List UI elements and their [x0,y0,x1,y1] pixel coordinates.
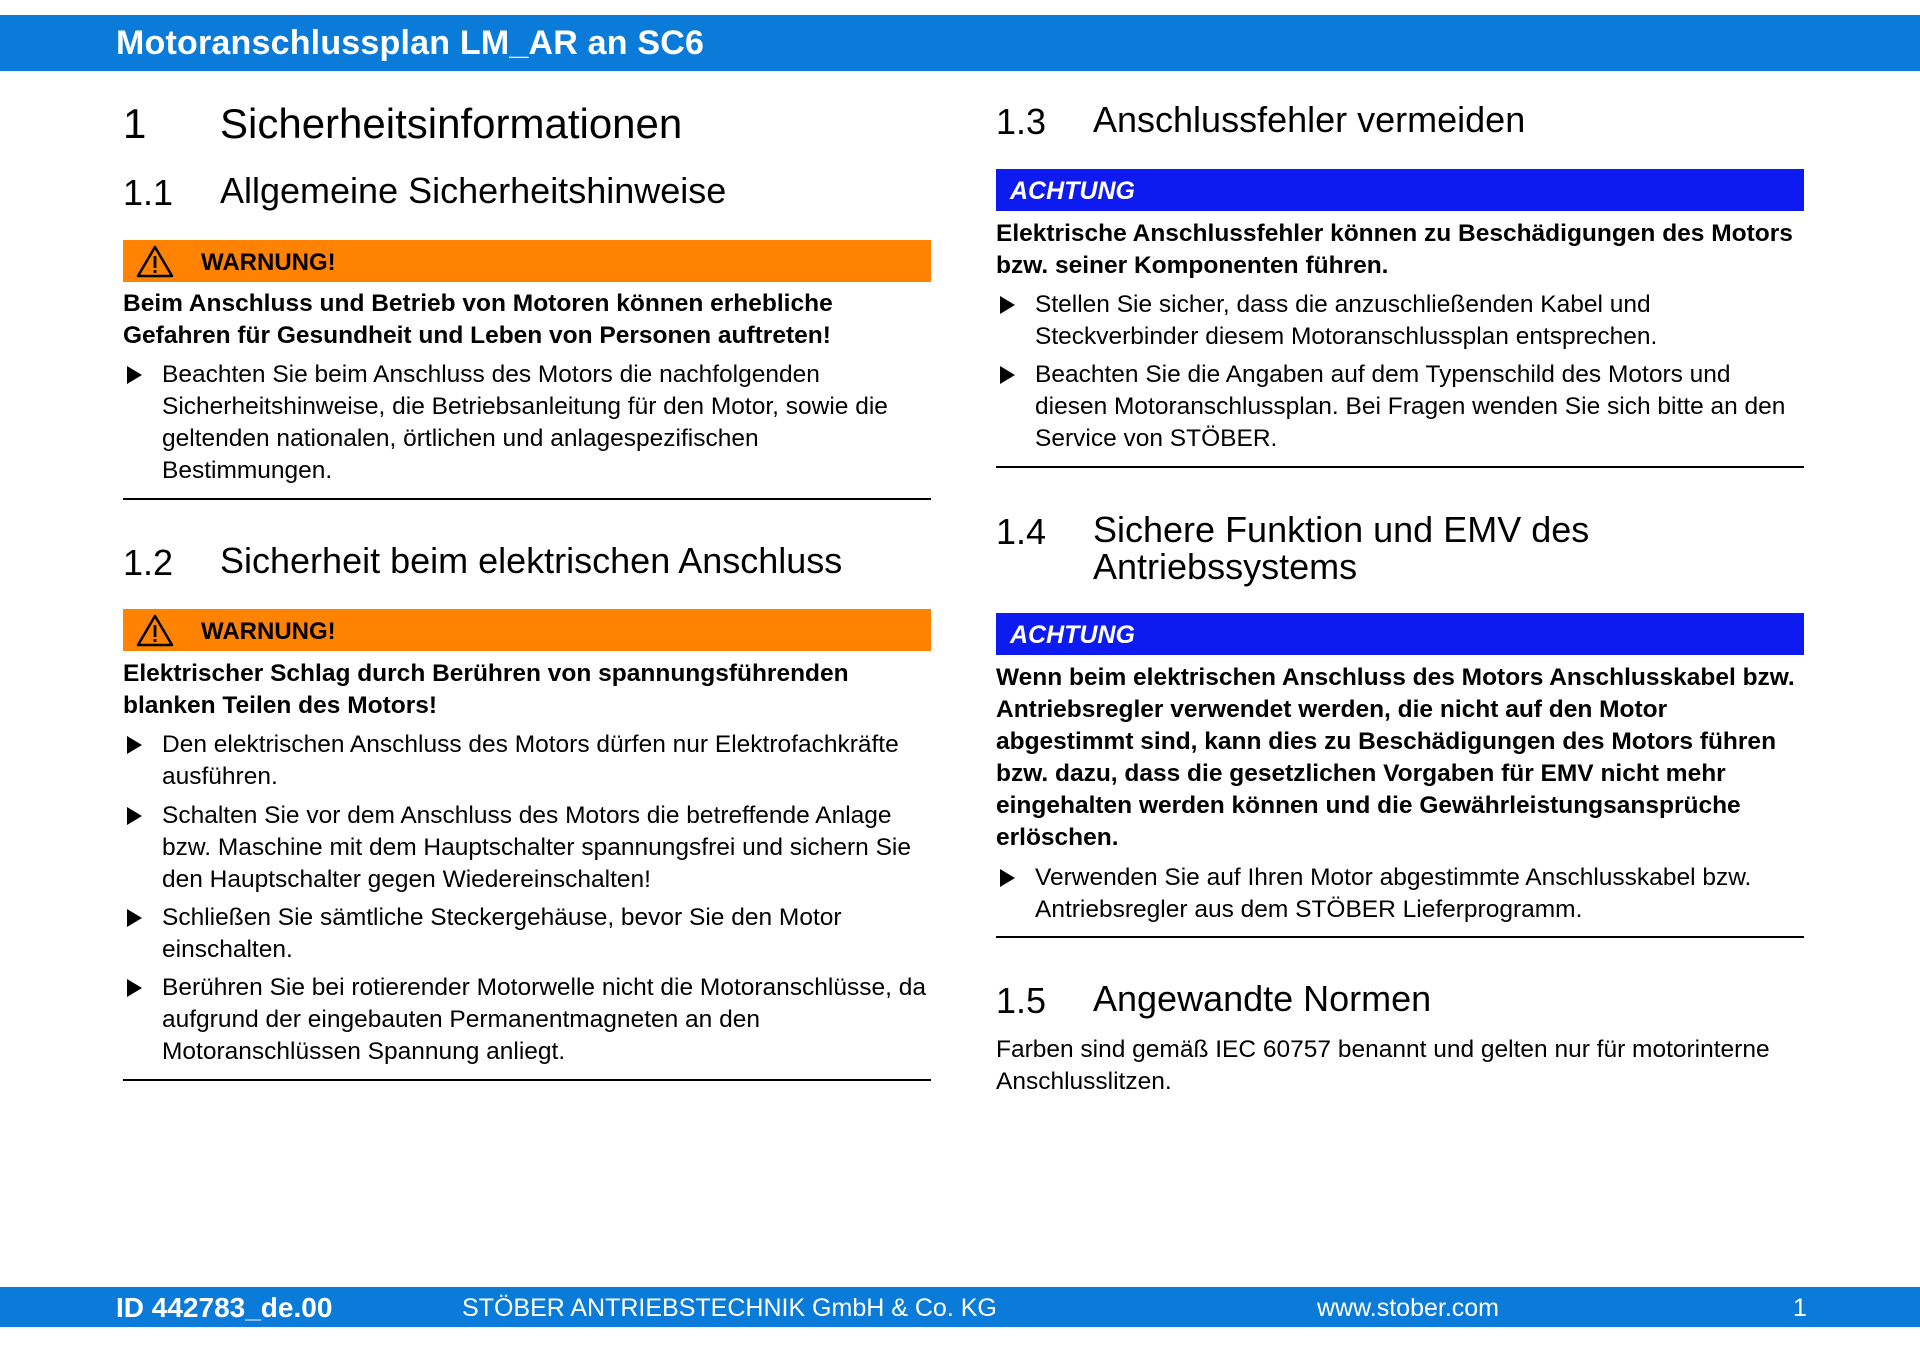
paragraph: Farben sind gemäß IEC 60757 benannt und gelten nur für motorinterne Anschlusslitzen. [996,1036,1770,1095]
warning-label: WARNUNG! [201,618,336,645]
list-item-text: Verwenden Sie auf Ihren Motor abgestimmte Anschlusskabel bzw. Antriebsregler aus dem STÖBER Lieferprogramm. [1035,864,1752,923]
warning-label: WARNUNG! [201,249,336,276]
company-name: STÖBER ANTRIEBSTECHNIK GmbH & Co. KG [462,1294,997,1322]
section-number: 1.4 [996,511,1047,552]
bullet-triangle-icon [1000,296,1015,314]
list-item-text: Stellen Sie sicher, dass die anzuschließenden Kabel und Steckverbinder diesem Motoranschlussplan entsprechen. [1035,291,1658,350]
section-divider [123,498,931,500]
header-bar [0,15,1920,71]
section-divider [996,936,1804,938]
website-link[interactable]: www.stober.com [1317,1294,1500,1322]
warning-triangle-icon [136,614,174,647]
section-number: 1.1 [123,172,174,213]
notice-label: ACHTUNG [1010,177,1135,205]
page-number: 1 [1793,1294,1807,1322]
bullet-triangle-icon [127,979,142,997]
section-title: Allgemeine Sicherheitshinweise [220,170,727,211]
warning-bar [123,240,931,282]
warning-bar [123,609,931,651]
notice-statement: Wenn beim elektrischen Anschluss des Motors Anschlusskabel bzw. Antriebsregler verwendet werden, die nicht auf den Motor abgestimmt sind, kann dies zu Beschädigungen des Motors führen bzw. dazu, dass die gesetzlichen Vorgaben für EMV nicht mehr eingehalten werden können und die Gewährleistungsansprüche erlöschen. [996,664,1795,851]
bullet-triangle-icon [1000,869,1015,887]
bullet-triangle-icon [127,366,142,384]
list-item-text: Den elektrischen Anschluss des Motors dürfen nur Elektrofachkräfte ausführen. [162,731,899,790]
section-title: Sichere Funktion und EMV des Antriebssystems [1093,509,1590,587]
document-id: ID 442783_de.00 [116,1292,333,1323]
list-item-text: Beachten Sie die Angaben auf dem Typenschild des Motors und diesen Motoranschlussplan. Bei Fragen wenden Sie sich bitte an den Service von STÖBER. [1035,361,1786,452]
section-divider [123,1079,931,1081]
warning-statement: Elektrischer Schlag durch Berühren von spannungsführenden blanken Teilen des Motors! [123,660,849,719]
section-number: 1.2 [123,542,174,583]
list-item-text: Schließen Sie sämtliche Steckergehäuse, bevor Sie den Motor einschalten. [162,904,842,963]
notice-statement: Elektrische Anschlussfehler können zu Beschädigungen des Motors bzw. seiner Komponenten führen. [996,220,1793,279]
notice-bar [996,169,1804,211]
bullet-triangle-icon [127,909,142,927]
notice-bar [996,613,1804,655]
footer-bar [0,1287,1920,1327]
chapter-title: Sicherheitsinformationen [220,100,683,147]
bullet-triangle-icon [127,736,142,754]
bullet-triangle-icon [1000,366,1015,384]
section-number: 1.5 [996,980,1047,1021]
warning-statement: Beim Anschluss und Betrieb von Motoren können erhebliche Gefahren für Gesundheit und Leben von Personen auftreten! [123,290,833,349]
chapter-number: 1 [123,100,147,147]
bullet-triangle-icon [127,807,142,825]
document-title: Motoranschlussplan LM_AR an SC6 [116,24,705,62]
list-item-text: Schalten Sie vor dem Anschluss des Motors die betreffende Anlage bzw. Maschine mit dem Hauptschalter spannungsfrei und sichern Sie den Hauptschalter gegen Wiedereinschalten! [162,802,911,893]
section-title: Anschlussfehler vermeiden [1093,99,1526,140]
section-title: Sicherheit beim elektrischen Anschluss [220,540,843,581]
notice-label: ACHTUNG [1010,621,1135,649]
section-number: 1.3 [996,101,1047,142]
section-divider [996,466,1804,468]
warning-triangle-icon [136,245,174,278]
list-item-text: Beachten Sie beim Anschluss des Motors die nachfolgenden Sicherheitshinweise, die Betriebsanleitung für den Motor, sowie die geltenden nationalen, örtlichen und anlagespezifischen Bestimmungen. [162,361,888,484]
section-title: Angewandte Normen [1093,978,1432,1019]
list-item-text: Berühren Sie bei rotierender Motorwelle nicht die Motoranschlüsse, da aufgrund der eingebauten Permanentmagneten an den Motoranschlüssen Spannung anliegt. [162,974,926,1065]
